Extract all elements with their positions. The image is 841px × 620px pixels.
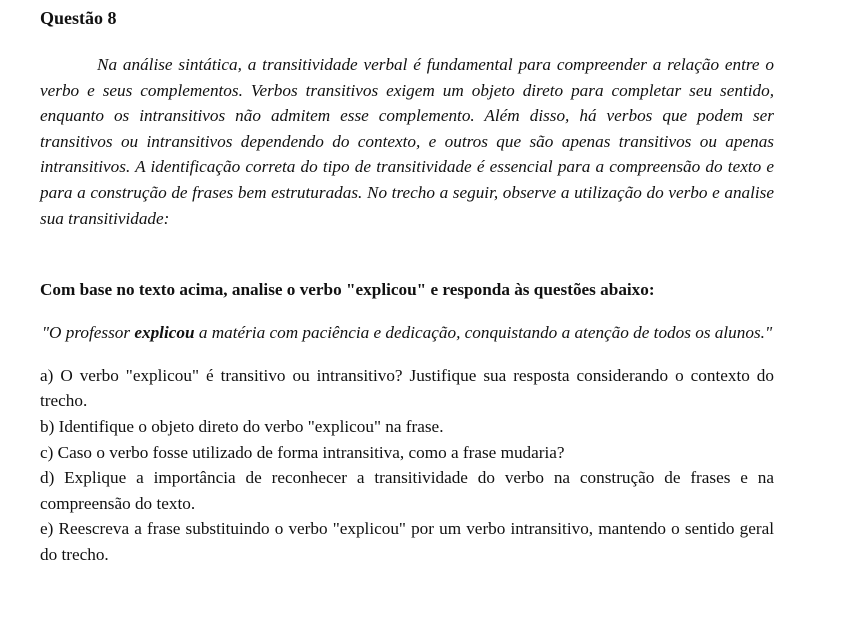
quote-before: "O professor (41, 322, 135, 342)
question-title: Questão 8 (40, 8, 117, 28)
intro-paragraph: Na análise sintática, a transitividade verbal é fundamental para compreender a relação entre o verbo e seus complementos. Verbos transitivos exigem um objeto direto para completar seu sentido, enquanto os intransitivos não admitem esse complemento. Além disso, há verbos que podem ser transitivos ou intransitivos dependendo do contexto, e outros que são apenas transitivos ou apenas intransitivos. A identificação correta do tipo de transitividade é essencial para a compreensão do texto e para a construção de frases bem estruturadas. No trecho a seguir, observe a utilização do verbo e analise sua transitividade: (40, 55, 774, 228)
question-document (40, 6, 774, 567)
quoted-sentence (40, 320, 774, 346)
sub-question-e: e) Reescreva a frase substituindo o verbo "explicou" por um verbo intransitivo, mantendo o sentido geral do trecho. (40, 519, 774, 564)
question-prompt: Com base no texto acima, analise o verbo "explicou" e responda às questões abaixo: (40, 280, 655, 300)
quote-after: a matéria com paciência e dedicação, conquistando a atenção de todos os alunos." (194, 322, 773, 342)
sub-question-b: b) Identifique o objeto direto do verbo "explicou" na frase. (40, 416, 444, 436)
sub-question-list (40, 363, 774, 568)
sub-question-a: a) O verbo "explicou" é transitivo ou intransitivo? Justifique sua resposta considerando o contexto do trecho. (40, 365, 774, 411)
quote-verb: explicou (134, 322, 195, 342)
sub-question-d: d) Explique a importância de reconhecer a transitividade do verbo na construção de frases e na compreensão do texto. (40, 468, 774, 513)
sub-question-c: c) Caso o verbo fosse utilizado de forma intransitiva, como a frase mudaria? (40, 442, 565, 462)
